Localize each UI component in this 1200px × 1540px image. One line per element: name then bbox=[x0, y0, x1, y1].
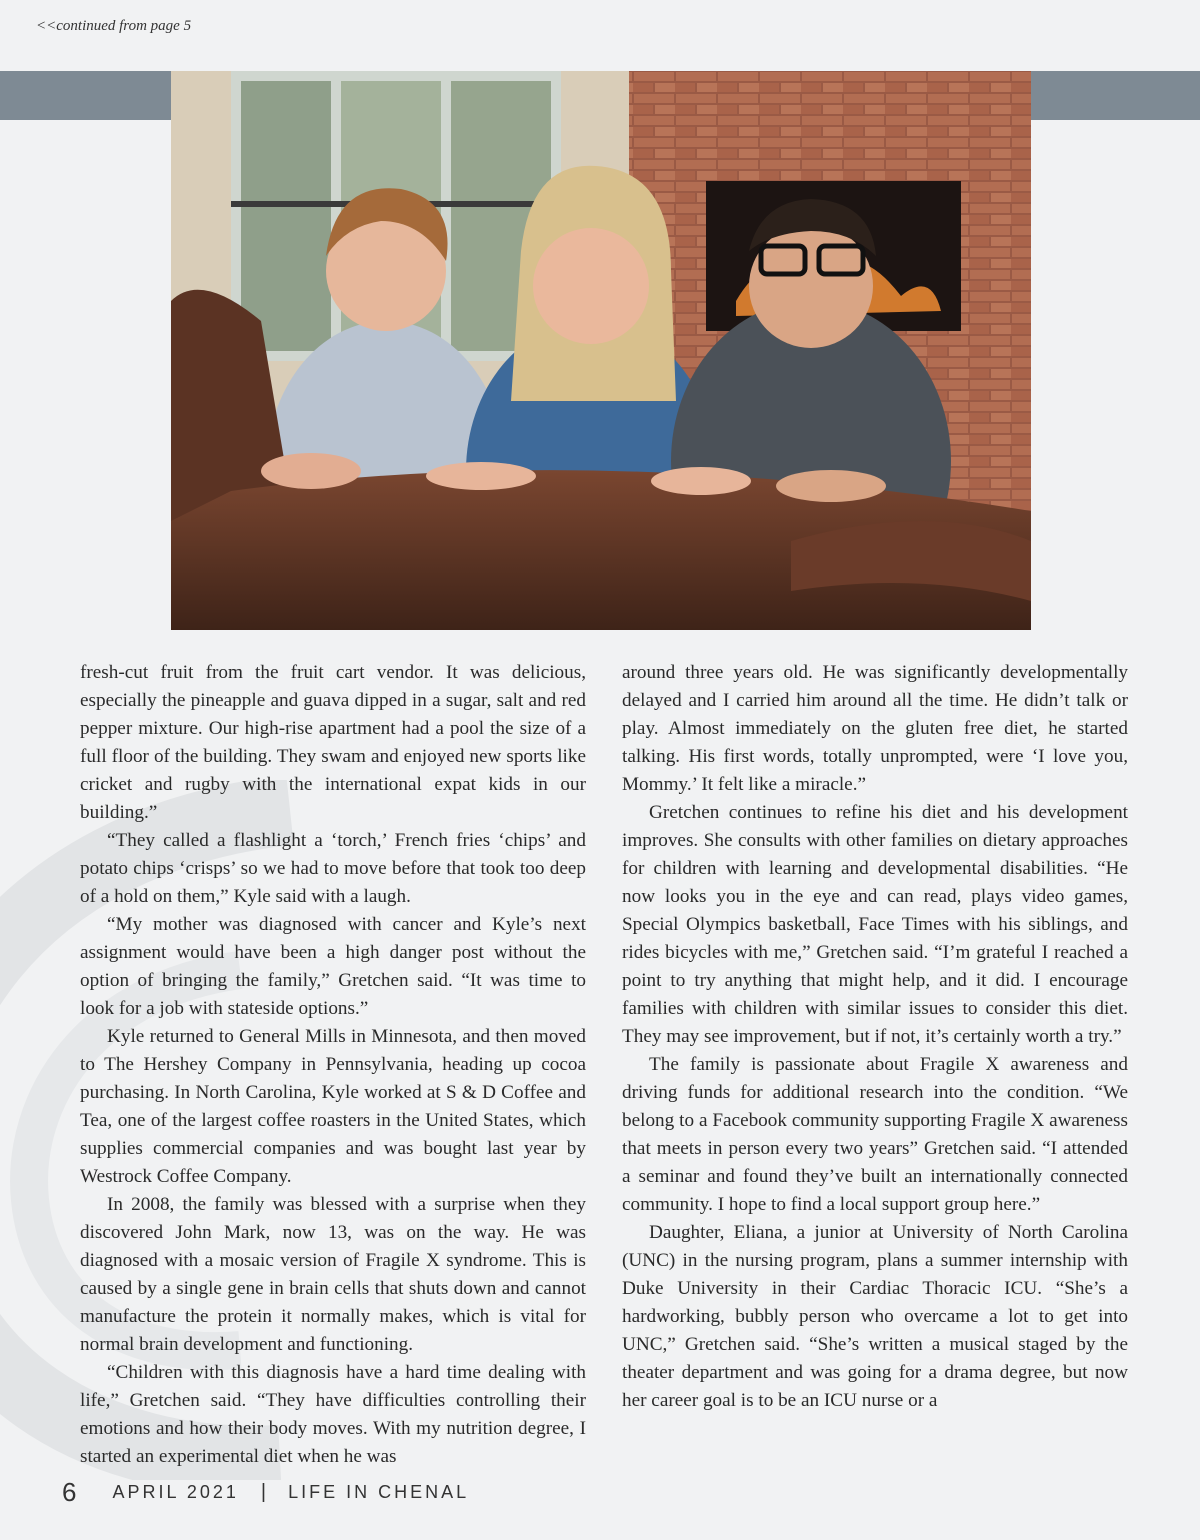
paragraph: “My mother was diagnosed with cancer and Kyle’s next assignment would have been a high danger post without the option of bringing the family,” Gretchen said. “It was time to look for a job with stateside options.” bbox=[80, 914, 586, 1019]
family-photo-illustration bbox=[171, 71, 1031, 630]
family-photo bbox=[171, 71, 1031, 630]
paragraph: Daughter, Eliana, a junior at University of North Carolina (UNC) in the nursing program, plans a summer internship with Duke University in their Cardiac Thoracic ICU. “She’s a hardworking, bubbly person who overcame a lot to get into UNC,” Gretchen said. “She’s written a musical staged by the theater department and was going for a drama degree, but now her career goal is to be an ICU nurse or a bbox=[622, 1222, 1128, 1411]
page-number: 6 bbox=[62, 1476, 77, 1507]
paragraph: “They called a flashlight a ‘torch,’ French fries ‘chips’ and potato chips ‘crisps’ so we had to move before that took too deep of a hold on them,” Kyle said with a laugh. bbox=[80, 830, 586, 907]
page-footer bbox=[62, 1476, 469, 1508]
article-column-right bbox=[622, 659, 1128, 1415]
paragraph: Kyle returned to General Mills in Minnesota, and then moved to The Hershey Company in Pennsylvania, heading up cocoa purchasing. In North Carolina, Kyle worked at S & D Coffee and Tea, one of the largest coffee roasters in the United States, which supplies commercial companies and was bought last year by Westrock Coffee Company. bbox=[80, 1026, 586, 1187]
article-column-left bbox=[80, 659, 586, 1471]
footer-separator: | bbox=[260, 1480, 267, 1503]
paragraph: The family is passionate about Fragile X awareness and driving funds for additional research into the condition. “We belong to a Facebook community supporting Fragile X awareness that meets in person every two years” Gretchen said. “I attended a seminar and found they’ve built an internationally connected community. I hope to find a local support group here.” bbox=[622, 1054, 1128, 1215]
paragraph: fresh-cut fruit from the fruit cart vendor. It was delicious, especially the pineapple and guava dipped in a sugar, salt and red pepper mixture. Our high-rise apartment had a pool the size of a full floor of the building. They swam and enjoyed new sports like cricket and rugby with the international expat kids in our building.” bbox=[80, 662, 586, 823]
issue-date: APRIL 2021 bbox=[112, 1481, 239, 1502]
paragraph: around three years old. He was significantly developmentally delayed and I carried him around all the time. He didn’t talk or play. Almost immediately on the gluten free diet, he started talking. His first words, totally unprompted, were ‘I love you, Mommy.’ It felt like a miracle.” bbox=[622, 662, 1128, 795]
paragraph: “Children with this diagnosis have a hard time dealing with life,” Gretchen said. “They have difficulties controlling their emotions and how their body moves. With my nutrition degree, I started an experimental diet when he was bbox=[80, 1362, 586, 1467]
paragraph: Gretchen continues to refine his diet and his development improves. She consults with other families on dietary approaches for children with learning and developmental disabilities. “He now looks you in the eye and can read, plays video games, Special Olympics basketball, Face Times with his siblings, and rides bicycles with me,” Gretchen said. “I’m grateful I reached a point to try anything that might help, and it did. I encourage families with children with similar issues to consider this diet. They may see improvement, but if not, it’s certainly worth a try.” bbox=[622, 802, 1128, 1047]
continued-from-label: <<continued from page 5 bbox=[36, 18, 192, 34]
publication-name: LIFE IN CHENAL bbox=[288, 1481, 470, 1502]
paragraph: In 2008, the family was blessed with a surprise when they discovered John Mark, now 13, was on the way. He was diagnosed with a mosaic version of Fragile X syndrome. This is caused by a single gene in brain cells that shuts down and cannot manufacture the protein it normally makes, which is vital for normal brain development and functioning. bbox=[80, 1194, 586, 1355]
